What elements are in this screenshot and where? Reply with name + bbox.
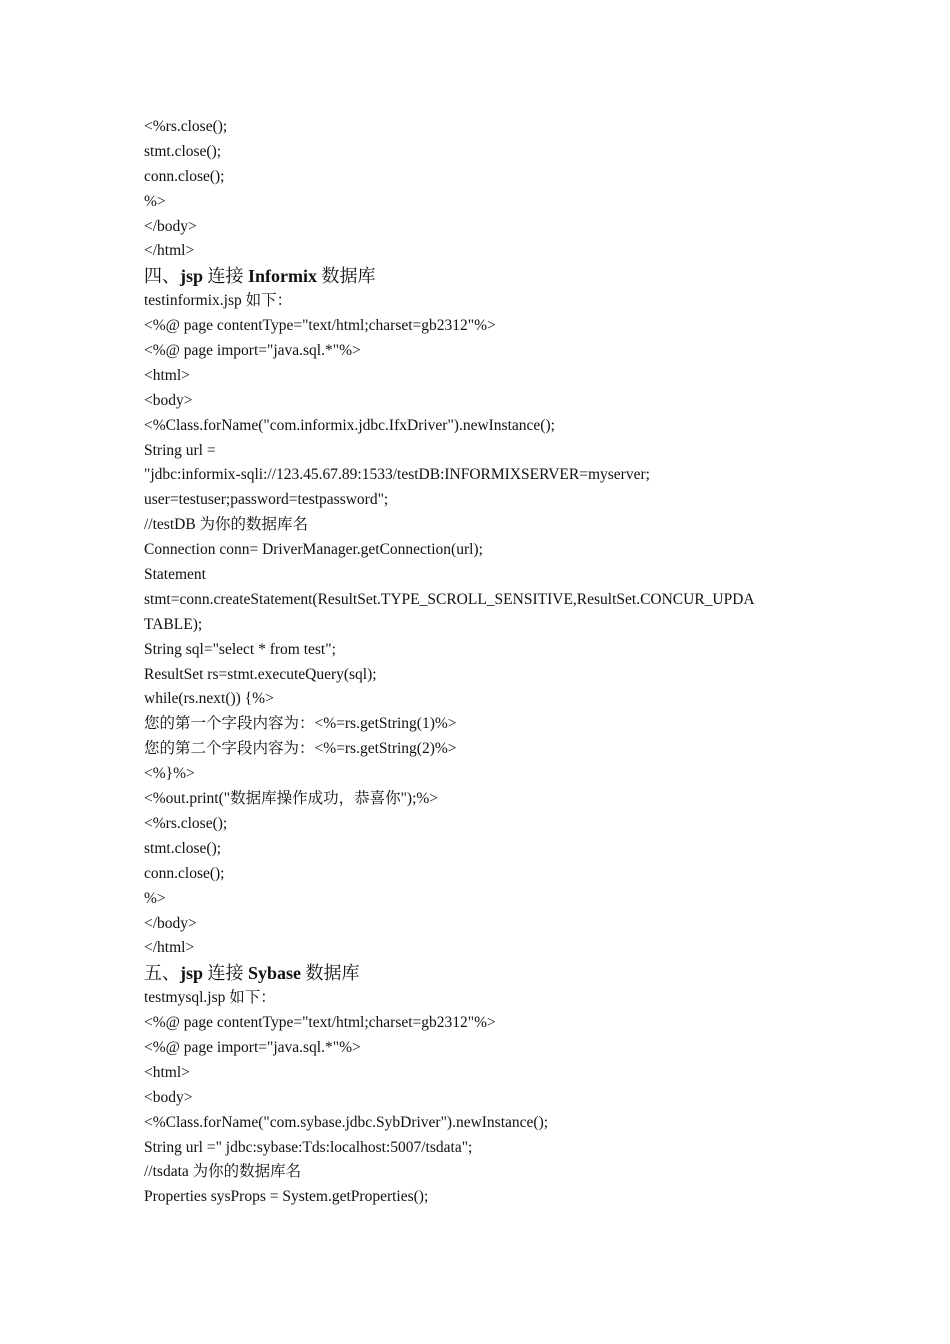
code-line: TABLE); xyxy=(144,615,203,633)
code-line: <%@ page contentType="text/html;charset=gb2312"%> xyxy=(144,1014,496,1032)
heading-connect: 连接 xyxy=(203,266,249,287)
code-line: testinformix.jsp 如下： xyxy=(144,292,293,310)
code-line: %> xyxy=(144,192,166,210)
code-line: ResultSet rs=stmt.executeQuery(sql); xyxy=(144,665,377,683)
code-line: user=testuser;password=testpassword"; xyxy=(144,491,389,509)
code-line: <%out.print("数据库操作成功，恭喜你");%> xyxy=(144,790,439,808)
heading-connect: 连接 xyxy=(203,963,249,984)
code-line: <%Class.forName("com.informix.jdbc.IfxDriver").newInstance(); xyxy=(144,416,555,434)
code-line: </html> xyxy=(144,242,195,260)
code-line: 您的第二个字段内容为：<%=rs.getString(2)%> xyxy=(144,740,457,758)
code-line: </html> xyxy=(144,939,195,957)
heading-db-name: Sybase xyxy=(248,963,302,984)
code-line: 您的第一个字段内容为：<%=rs.getString(1)%> xyxy=(144,715,457,733)
code-line: //tsdata 为你的数据库名 xyxy=(144,1163,302,1181)
code-line: //testDB 为你的数据库名 xyxy=(144,516,309,534)
section-heading-informix xyxy=(144,264,824,289)
code-line: conn.close(); xyxy=(144,167,225,185)
heading-suffix: 数据库 xyxy=(301,963,360,984)
code-line: <%}%> xyxy=(144,765,195,783)
heading-jsp: jsp xyxy=(180,266,204,287)
code-line: conn.close(); xyxy=(144,864,225,882)
code-line: <html> xyxy=(144,1063,190,1081)
heading-jsp: jsp xyxy=(180,963,204,984)
code-line: String url =" jdbc:sybase:Tds:localhost:5007/tsdata"; xyxy=(144,1138,473,1156)
heading-prefix: 四、 xyxy=(144,266,180,287)
heading-db-name: Informix xyxy=(248,266,318,287)
code-line: String url = xyxy=(144,441,216,459)
code-line: "jdbc:informix-sqli://123.45.67.89:1533/testDB:INFORMIXSERVER=myserver; xyxy=(144,466,650,484)
code-line: stmt=conn.createStatement(ResultSet.TYPE_SCROLL_SENSITIVE,ResultSet.CONCUR_UPDA xyxy=(144,590,755,608)
code-line: <body> xyxy=(144,391,193,409)
section-heading-sybase xyxy=(144,961,824,986)
code-line: %> xyxy=(144,889,166,907)
document-page xyxy=(144,115,824,1210)
code-line: stmt.close(); xyxy=(144,839,222,857)
code-line: </body> xyxy=(144,217,197,235)
heading-prefix: 五、 xyxy=(144,963,180,984)
code-line: <html> xyxy=(144,366,190,384)
code-line: <%rs.close(); xyxy=(144,814,228,832)
code-line: stmt.close(); xyxy=(144,142,222,160)
code-line: </body> xyxy=(144,914,197,932)
code-line: String sql="select * from test"; xyxy=(144,640,336,658)
code-line: <%@ page import="java.sql.*"%> xyxy=(144,1038,361,1056)
code-line: Properties sysProps = System.getProperties(); xyxy=(144,1188,429,1206)
code-line: <body> xyxy=(144,1088,193,1106)
code-line: while(rs.next()) {%> xyxy=(144,690,274,708)
code-line: <%rs.close(); xyxy=(144,118,228,135)
code-line: Connection conn= DriverManager.getConnection(url); xyxy=(144,541,483,559)
code-line: <%@ page contentType="text/html;charset=gb2312"%> xyxy=(144,317,496,335)
code-line: <%Class.forName("com.sybase.jdbc.SybDriver").newInstance(); xyxy=(144,1113,549,1131)
heading-suffix: 数据库 xyxy=(317,266,376,287)
code-line: testmysql.jsp 如下： xyxy=(144,989,276,1007)
code-line: Statement xyxy=(144,566,206,584)
code-line: <%@ page import="java.sql.*"%> xyxy=(144,342,361,360)
